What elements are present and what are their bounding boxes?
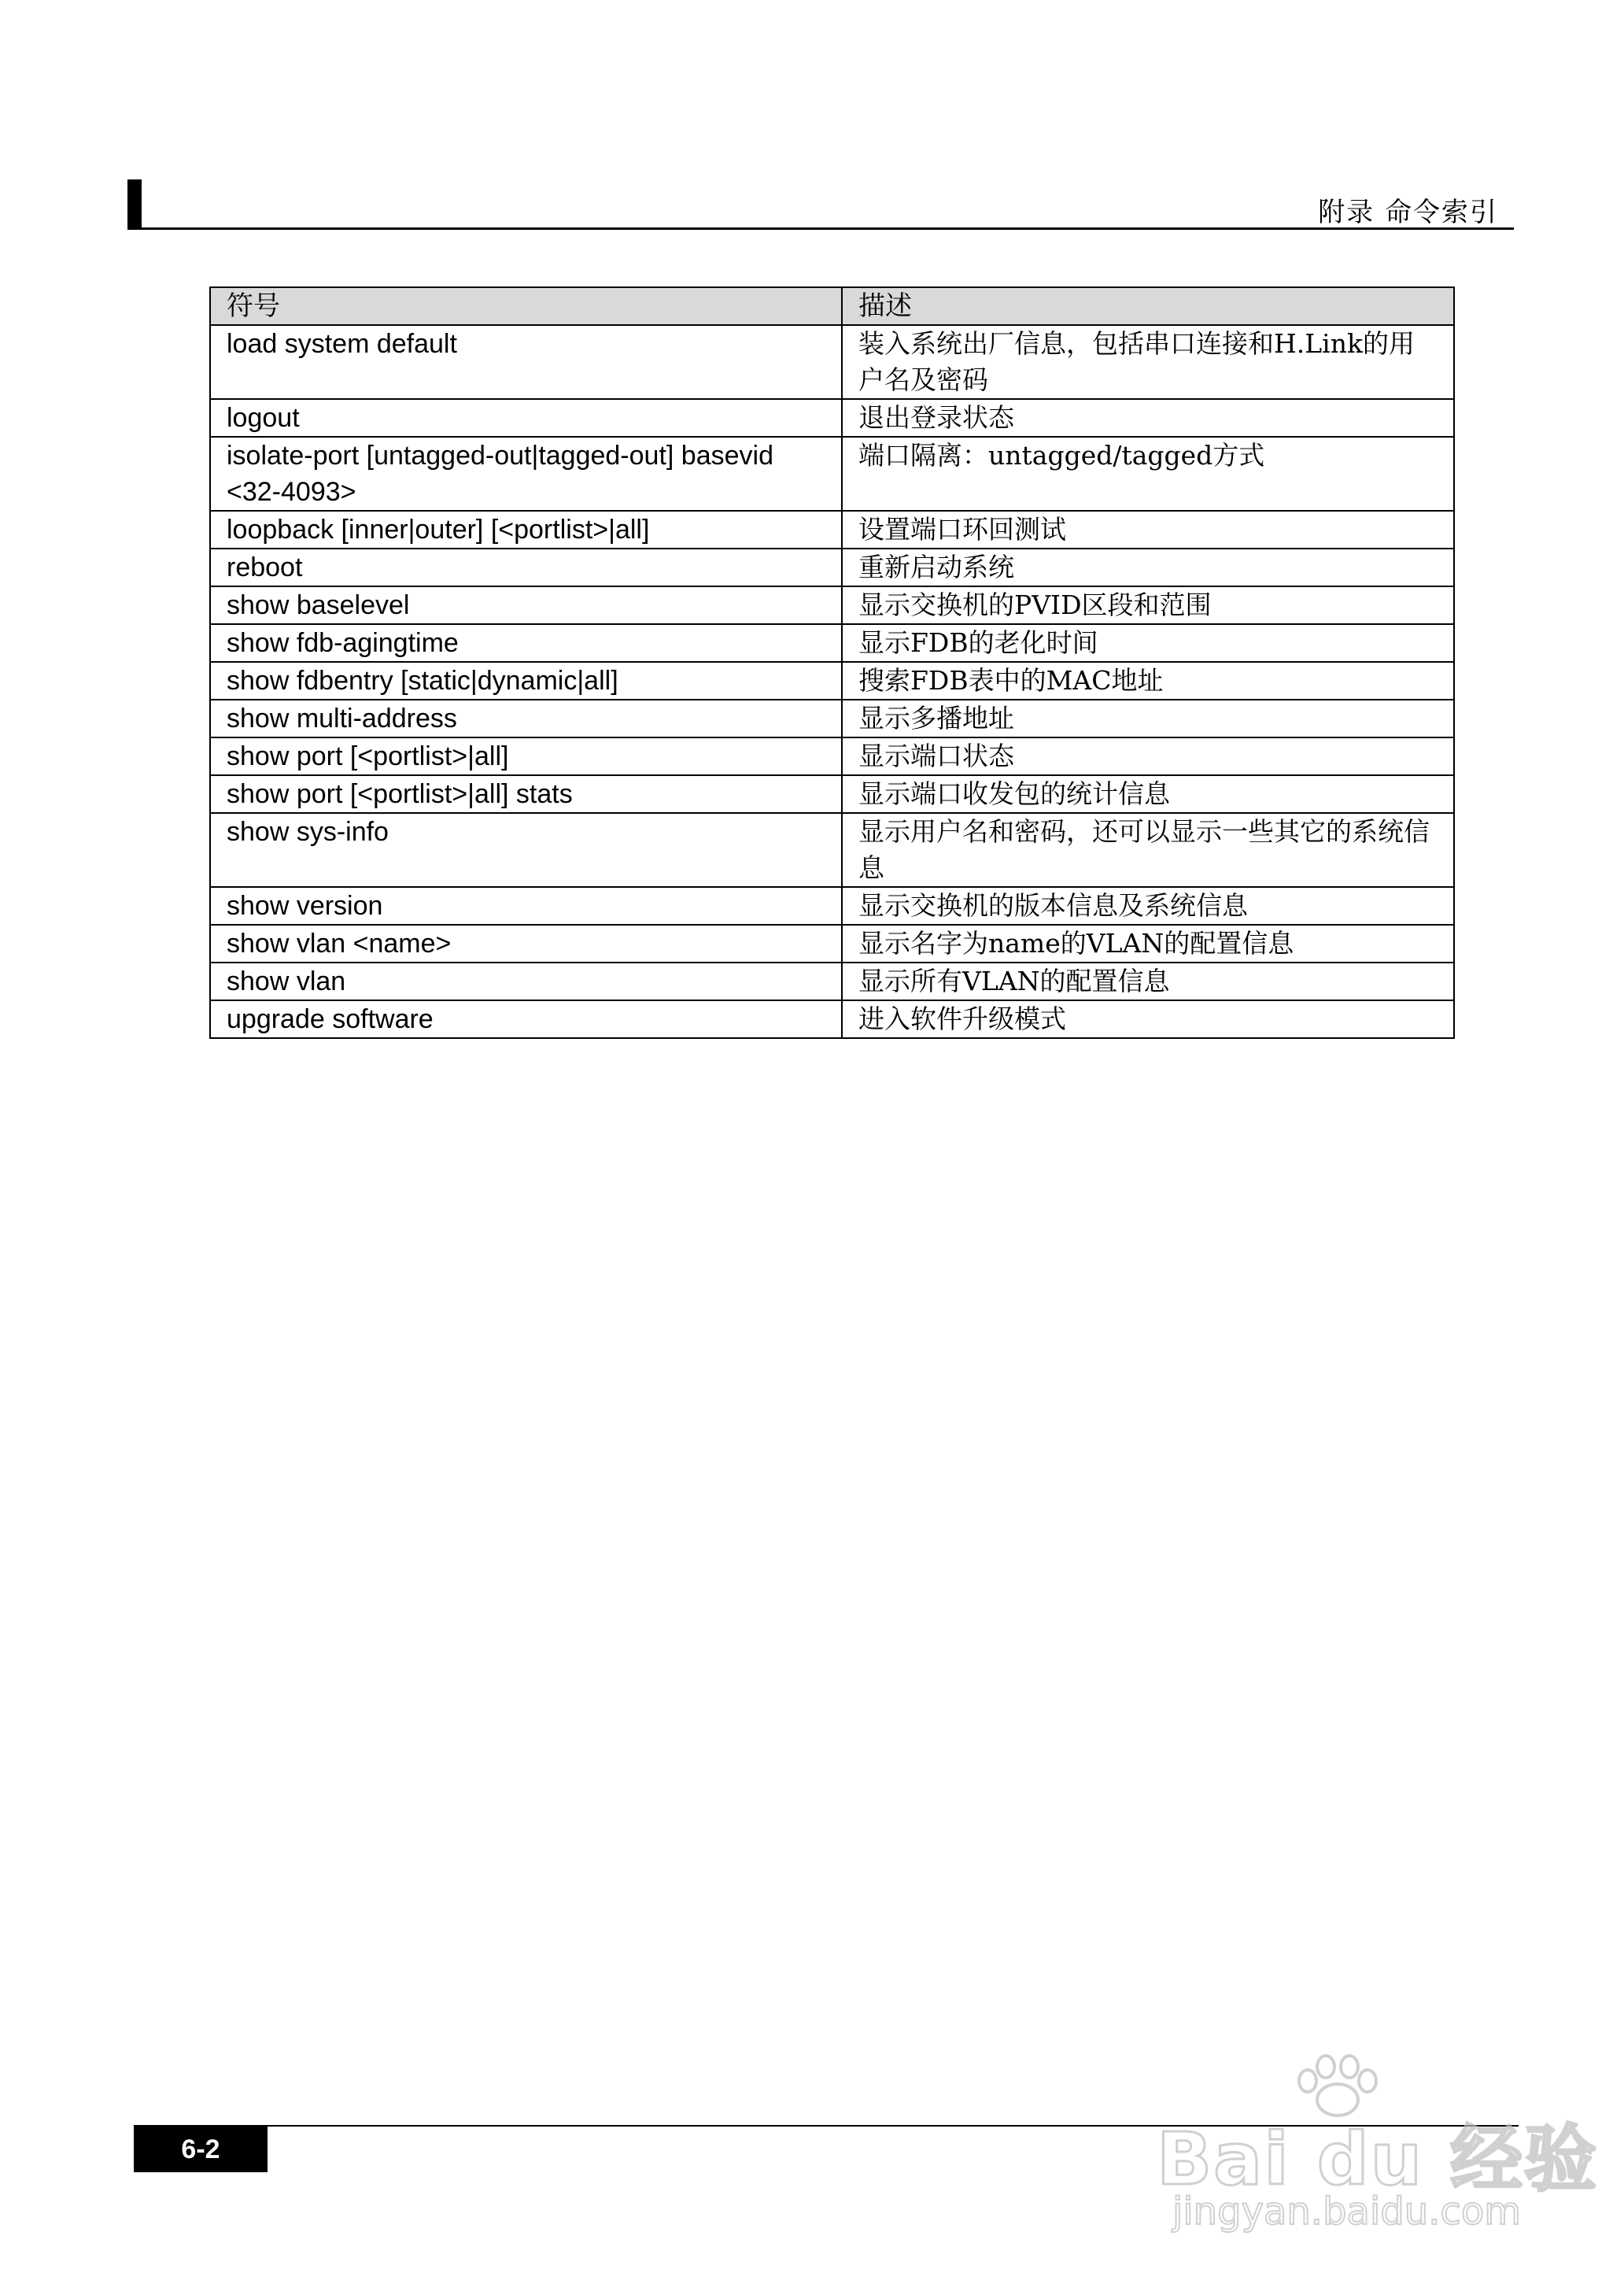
table-row	[210, 700, 1454, 737]
description-cell: 显示名字为name的VLAN的配置信息	[842, 925, 1454, 963]
table-row	[210, 586, 1454, 624]
command-cell: show fdbentry [static|dynamic|all]	[210, 662, 842, 700]
table-row	[210, 549, 1454, 586]
description-cell: 显示多播地址	[842, 700, 1454, 737]
command-index-table	[209, 286, 1455, 1039]
description-cell: 显示FDB的老化时间	[842, 624, 1454, 662]
command-cell: load system default	[210, 325, 842, 399]
table-row	[210, 775, 1454, 813]
table-row	[210, 1000, 1454, 1038]
command-cell: show port [<portlist>|all]	[210, 737, 842, 775]
table-row	[210, 624, 1454, 662]
description-cell: 装入系统出厂信息，包括串口连接和H.Link的用户名及密码	[842, 325, 1454, 399]
table-row	[210, 887, 1454, 925]
command-cell: loopback [inner|outer] [<portlist>|all]	[210, 511, 842, 549]
header-bar	[127, 179, 142, 230]
table-row	[210, 662, 1454, 700]
description-cell: 搜索FDB表中的MAC地址	[842, 662, 1454, 700]
table-body	[210, 325, 1454, 1038]
command-cell: show version	[210, 887, 842, 925]
command-cell: show sys-info	[210, 813, 842, 887]
baidu-watermark	[1157, 2054, 1599, 2243]
table-row	[210, 925, 1454, 963]
command-cell: isolate-port [untagged-out|tagged-out] basevid <32-4093>	[210, 437, 842, 511]
table-row	[210, 511, 1454, 549]
description-cell: 重新启动系统	[842, 549, 1454, 586]
header-rule	[127, 227, 1514, 230]
table-row	[210, 325, 1454, 399]
command-cell: upgrade software	[210, 1000, 842, 1038]
command-cell: show multi-address	[210, 700, 842, 737]
table-header-row	[210, 287, 1454, 325]
watermark-url: jingyan.baidu.com	[1172, 2190, 1521, 2234]
command-cell: reboot	[210, 549, 842, 586]
page-number: 6-2	[134, 2127, 268, 2172]
table-row	[210, 399, 1454, 437]
description-cell: 进入软件升级模式	[842, 1000, 1454, 1038]
command-cell: logout	[210, 399, 842, 437]
column-header-description: 描述	[842, 287, 1454, 325]
description-cell: 设置端口环回测试	[842, 511, 1454, 549]
description-cell: 端口隔离：untagged/tagged方式	[842, 437, 1454, 511]
table-row	[210, 437, 1454, 511]
column-header-symbol: 符号	[210, 287, 842, 325]
description-cell: 显示交换机的版本信息及系统信息	[842, 887, 1454, 925]
command-cell: show vlan <name>	[210, 925, 842, 963]
page-header-title: 附录 命令索引	[1318, 197, 1498, 228]
watermark-brand: Bai du 经验	[1157, 2117, 1599, 2201]
table-row	[210, 813, 1454, 887]
table-row	[210, 963, 1454, 1000]
description-cell: 退出登录状态	[842, 399, 1454, 437]
description-cell: 显示端口状态	[842, 737, 1454, 775]
description-cell: 显示用户名和密码，还可以显示一些其它的系统信息	[842, 813, 1454, 887]
description-cell: 显示端口收发包的统计信息	[842, 775, 1454, 813]
command-cell: show baselevel	[210, 586, 842, 624]
table-row	[210, 737, 1454, 775]
description-cell: 显示交换机的PVID区段和范围	[842, 586, 1454, 624]
description-cell: 显示所有VLAN的配置信息	[842, 963, 1454, 1000]
command-cell: show fdb-agingtime	[210, 624, 842, 662]
command-cell: show port [<portlist>|all] stats	[210, 775, 842, 813]
command-cell: show vlan	[210, 963, 842, 1000]
